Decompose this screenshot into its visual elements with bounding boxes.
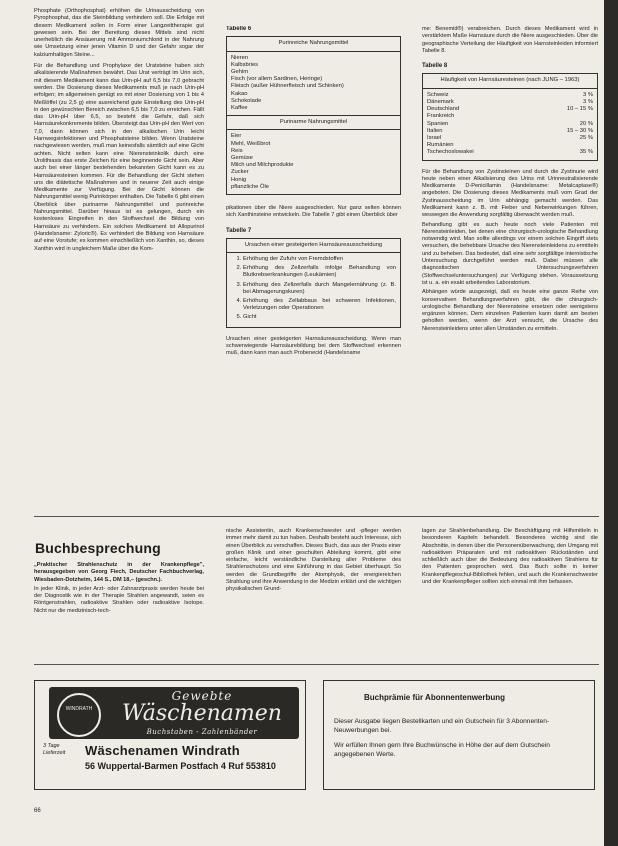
table-7-item: 4. Erhöhung des Zellabbaus bei schweren Infektionen, Verletzungen oder Operationen (243, 298, 396, 312)
table-7-list (231, 256, 396, 322)
paragraph: me: Benemid®) verabreichen. Durch dieses Medikament wird in verstärktem Maße Harnsäure durch die Niere ausgeschieden. Über die geographische Verteilung der Häufigkeit von Harnsteinleiden informiert Tabelle 8. (422, 26, 598, 54)
paragraph: Für die Behandlung von Zystinsteinen und durch die Zystinurie wird heute neben einer Alkalisierung des Urins mit Urinneutralisierende Medikamente D-Penicillamin (Handelsname: Metalcaptase®) angeboten. Die Dosierung dieses Medikaments muß vom Grad der Zystinausscheidung im Urin abhängig gemacht werden. Das Medikament kann z. B. mit Fieber und Nebenwirkungen führen, weswegen die Anwendung sorgfältig überwacht werden muß. (422, 168, 598, 219)
paragraph: Abhängen würde ausgezeigt, daß es heute eine ganze Reihe von konservativen Behandlungsverfahren gibt, die die chirurgisch-urologische Behandlung der Nierensteine ersetzen oder wenigstens ergänzen können. Dem einzelnen Patienten kann damit am besten geholfen werden, wenn der Arzt versucht, die Ursache des Nierensteinleidens unter allen Umständen zu ermitteln. (422, 289, 598, 332)
banner-line-3: Buchstaben - Zahlenbänder (146, 728, 258, 736)
table-7-heading: Ursachen einer gesteigerten Harnsäureausscheidung (227, 242, 400, 253)
table-7-item: 2. Erhöhung des Zellzerfalls infolge Behandlung von Blutkrebserkrankungen (Leukämien) (243, 265, 396, 279)
table-6-item: Milch und Milchprodukte (231, 162, 294, 169)
table-8-value: 3 % (583, 91, 593, 98)
table-7 (226, 238, 401, 328)
table-6-item: Nieren (231, 54, 249, 61)
advert-text-1: Dieser Ausgabe liegen Bestellkarten und ein Gutschein für 3 Abonnenten-Neuwerbungen bei. (334, 718, 550, 734)
table-8-heading: Häufigkeit von Harnsäuresteinen (nach JUNG – 1963) (423, 77, 597, 88)
banner-line-1: Gewebte (171, 689, 233, 703)
table-6-item: Kakao (231, 90, 248, 97)
article-column-3 (422, 26, 598, 508)
table-8-value: 10 – 15 % (566, 106, 593, 113)
paragraph: pikationen über die Niere ausgeschieden. Nur ganz selten können sich Xanthinsteine entwickeln. Die Tabelle 7 gibt einen Überblick über (226, 204, 401, 219)
table-row (427, 121, 593, 128)
table-8-label: Tabelle 8 (422, 63, 448, 70)
windrath-advertisement (34, 680, 306, 790)
table-6-item: Fisch (vor allem Sardinen, Heringe) (231, 76, 323, 83)
banner-line-2: Wäschenamen (122, 701, 282, 726)
delivery-note: 3 Tage Lieferzeit (43, 743, 66, 756)
table-6-heading-purine-poor: Purinarme Nahrungsmittel (227, 115, 400, 130)
table-6-item: Kalbsbries (231, 61, 259, 68)
table-8-country: Spanien (427, 120, 449, 127)
article-column-1 (34, 8, 204, 508)
article-column-2 (226, 26, 401, 506)
table-6-item: Reis (231, 147, 243, 154)
section-divider (34, 664, 599, 665)
book-review-column-1 (34, 562, 204, 654)
table-row (427, 99, 593, 106)
company-name: Wäschenamen Windrath (85, 743, 240, 758)
subscriber-advertisement (323, 680, 595, 790)
table-8-value: 35 % (579, 149, 593, 156)
table-6-item: Gehirn (231, 68, 249, 75)
table-6-item: Mehl, Weißbrot (231, 140, 271, 147)
paragraph: In jeder Klinik, in jeder Arzt- oder Zahnarztpraxis werden heute bei der Diagnostik wie in der Therapie Strahlen angewandt, seien es Röntgenstrahlen, radioaktive Strahlen oder radioaktive Isotope. Nicht nur die medizinisch-tech- (34, 585, 204, 614)
table-6-item: Eier (231, 133, 242, 140)
table-8-country: Schweiz (427, 91, 449, 98)
section-divider (34, 516, 599, 517)
table-6-item: Honig (231, 176, 247, 183)
table-7-item: 5. Gicht (243, 314, 396, 321)
paragraph: lagen zur Strahlenbehandlung. Die Beschäftigung mit Hilfsmitteln in besonderen Kapiteln behandelt. Besonderes wichtig sind die Abschnitte, in denen über die Personenüberwachung, den Umgang mit radioaktiven Präparaten und mit radioaktiven Rückständen und schließlich auch über die Bedeutung des radioaktiven Strahlens für den Patienten gesprochen wird. Das Buch sollte in keiner Krankenpflegeschul-Bibliothek fehlen, und auch die Krankenschwester und der Krankenpfleger sollten sich einmal mit ihm befassen. (422, 528, 598, 586)
table-6 (226, 36, 401, 195)
paragraph: Phosphate (Orthophosphat) erhöhen die Urinausscheidung von Pyrophosphat, das die Steinbildung verhindern soll. Die Erfolge mit diesem Medikament sollen in Form einer Langzeittherapie gut gewesen sein. Bei der Bereitung dieses Mittels sind nicht unerheblich die Ansäuerung mit Ammoniumchlorid in der Nahrung wie Umsetzung einer jenen Vitamin D und der Gefahr sogar der kalziumhaltigen Steine... (34, 8, 204, 58)
table-8-value: 20 % (579, 120, 593, 127)
table-6-item: Fleisch (außer Hühnerfleisch und Schinken) (231, 83, 344, 90)
table-row (427, 142, 593, 149)
paragraph: Für die Behandlung und Prophylaxe der Uratsteine haben sich alkalisierende Maßnahmen bewährt. Das Urat verträgt im Urin sich, mit diesem Medikament kann das Urin-pH auf 6,5 bis 7,0 gebracht werden. Die Dosierung dieses Medikaments muß je nach Urin-pH erfolgen; im allgemeinen genügt es mit einer Dosierung von 1 bis 4 Meßlöffel (zu 2,5 g) eine ausreichend gute Einstellung des Urin-pH in den gewünschten Bereich zwischen 6,5 bis 7,0 zu erreichen. Fällt das Urin-pH über 6,5, so besteht die Gefahr, daß sich Harnsäurekonkremente bilden. Übersteigt das Urin-pH den Wert von 7,0, dann können sich in den alkalischen Urin leicht Harnwegsinfektionen und Phosphatsteine bilden. Wenn Uratsteine nachgewiesen werden, muß man keinesfalls sämtlich auf eine Gicht achten. Nicht selten kann eine Nierensteinkolik durch eine Urolithiasis das erste Zeichen für eine beginnende Gicht sein. Aber auch bei einer länger bestehenden bekannten Gicht kann es zu Harnsäuresteinen kommen. Für die Behandlung der Gicht stehen uns die diätetische Maßnahmen und in neuerer Zeit auch einige Medikamente zur Verfügung. Bei der Gicht können die Nahrungsmittel wenig Purinkörper enthalten. Die Tabelle 6 gibt einen Überblick über purinarme Nahrungsmittel und purinreiche Nahrungsmittel. Darüber hinaus ist es gelungen, durch ein kostenloses Eingreifen in den Stoffwechsel die Bildung von Harnsäure zu verhindern. Ein solches Medikament ist Allopurinol (Handelsname: Zyloric®). Es verhindert die Bildung von Harnsäure auf eine Vorstufe; es kommen einschließlich von Xanthin, so, dieses Xanthin wird in ungleichem Maße über die Kom- (34, 63, 204, 252)
table-row (427, 135, 593, 142)
table-8-country: Rumänien (427, 142, 454, 149)
windrath-emblem-logo: WINDRATH (57, 693, 101, 737)
book-review-title: Buchbesprechung (35, 540, 161, 556)
paragraph: Ursachen einer gesteigerten Harnsäureausscheidung. Wenn man schwerwiegende Harnsäurebildung bei dem Stoffwechsel erkennen muß, dann kann man auch Probenecid (Handelsname (226, 335, 401, 357)
table-8-country: Israel (427, 134, 442, 141)
advert-text-2: Wir erfüllen Ihnen gern Ihre Buchwünsche in Höhe der auf dem Gutschein angegebenen Werte. (334, 742, 550, 758)
table-row (427, 92, 593, 99)
table-6-item: Zucker (231, 169, 249, 176)
table-7-item: 3. Erhöhung des Zellzerfalls durch Mangelernährung (z. B. bei Abmagerungskuren) (243, 282, 396, 296)
book-citation: „Praktischer Strahlenschutz in der Krankenpflege", herausgegeben von Georg Fiech, Deutscher Fachbuchverlag, Wiesbaden-Dotzheim, 144 S., DM 18,– (geschn.). (34, 562, 204, 583)
table-row (427, 149, 593, 156)
table-row (427, 113, 593, 120)
table-row (427, 128, 593, 135)
paragraph: nische Assistentin, auch Krankenschwester und -pfleger werden immer mehr damit zu tun haben. Deshalb besteht auch Interesse, sich einen Überblick zu verschaffen. Dieses Buch, das aus der Praxis einer großen Klinik und einer geschulten Abteilung kommt, gibt eine einfache, leicht verständliche Darstellung aller Probleme des Strahlenschutzes und eine Einführung in das Gebiet überhaupt. So werden die Grundbegriffe der Atomphysik, der energiereichen Strahlung und ihre Anwendung in der Medizin erklärt und die wichtigen physikalischen Grund- (226, 528, 401, 593)
advert-banner (49, 687, 299, 739)
book-review-column-2 (226, 528, 401, 654)
book-review-column-3 (422, 528, 598, 654)
table-row (427, 106, 593, 113)
page-number: 66 (34, 808, 41, 814)
table-8-country: Italien (427, 127, 443, 134)
table-7-item: 1. Erhöhung der Zufuhr von Fremdstoffen (243, 256, 396, 263)
page-edge-shadow (604, 0, 618, 846)
table-6-item: Kaffee (231, 104, 248, 111)
table-6-heading-purine-rich: Purinreiche Nahrungsmittel (227, 40, 400, 51)
advert-text (334, 717, 584, 759)
table-8-value: 25 % (579, 134, 593, 141)
table-8-value: 15 – 30 % (566, 127, 593, 134)
table-6-item: Schokolade (231, 97, 262, 104)
table-8-country: Frankreich (427, 113, 455, 120)
table-8 (422, 73, 598, 160)
table-6-label: Tabelle 6 (226, 26, 252, 32)
table-7-label: Tabelle 7 (226, 227, 252, 234)
advert-heading: Buchprämie für Abonnentenwerbung (364, 693, 506, 702)
paragraph: Behandlung gibt es auch heute noch viele Patienten mit Nierensteinleiden, bei denen eine chirurgisch-urologische Behandlung notwendig wird. Man sollte allerdings vor einem solchen Eingriff stets versuchen, die behebbare Ursache des Nierensteinleidens zu ermitteln und zu beheben. Das bedeutet, daß eine sehr sorgfältige internistische Untersuchung durchgeführt werden muß. Dabei müssen alle diagnostischen Untersuchungsverfahren (Stoffwechseluntersuchungen) zur Verfügung stehen. Voraussetzung ist u. a. ein exakt arbeitendes Laboratorium. (422, 221, 598, 286)
table-6-item: pflanzliche Öle (231, 183, 270, 190)
table-8-country: Deutschland (427, 106, 460, 113)
table-6-item: Gemüse (231, 154, 253, 161)
table-8-country: Dänemark (427, 98, 454, 105)
table-8-value: 3 % (583, 98, 593, 105)
company-address: 56 Wuppertal-Barmen Postfach 4 Ruf 553810 (85, 761, 276, 771)
table-8-country: Tschechoslowakei (427, 149, 474, 156)
